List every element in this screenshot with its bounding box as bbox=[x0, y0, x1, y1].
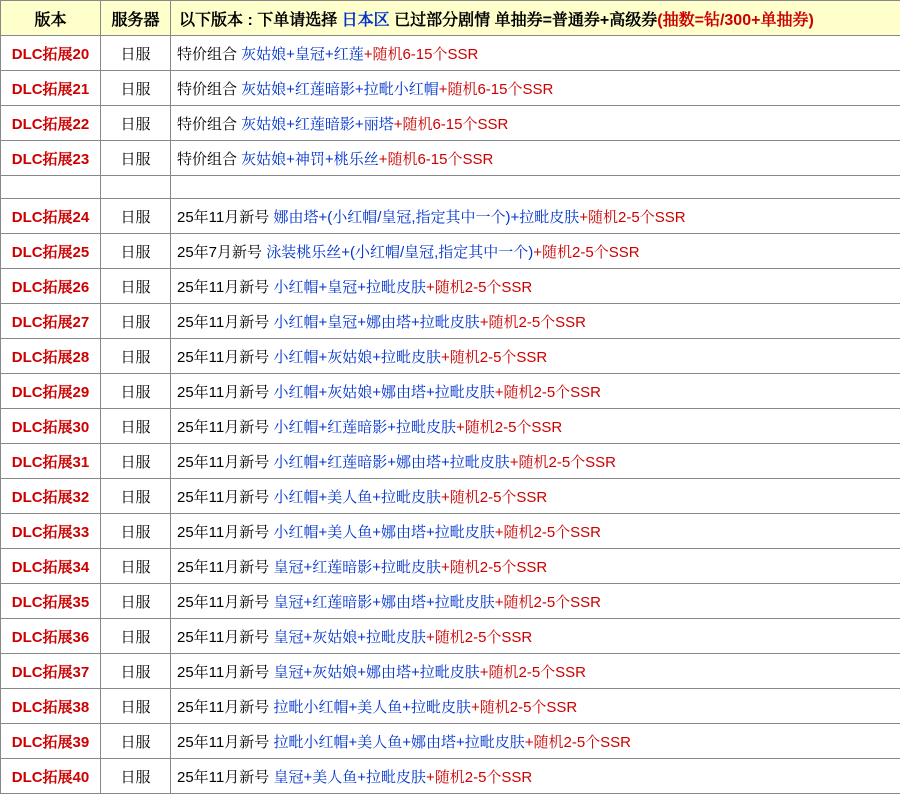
table-row[interactable] bbox=[1, 304, 900, 339]
description-cell bbox=[171, 619, 900, 654]
server-cell: 日服 bbox=[101, 409, 171, 444]
description-segment: 25年11月新号 bbox=[177, 454, 273, 471]
description-cell bbox=[171, 234, 900, 269]
description-cell bbox=[171, 444, 900, 479]
server-cell: 日服 bbox=[101, 106, 171, 141]
description-segment: 特价组合 bbox=[177, 46, 241, 63]
description-segment: 25年11月新号 bbox=[177, 594, 273, 611]
server-cell: 日服 bbox=[101, 514, 171, 549]
description-segment: 娜由塔+(小红帽/皇冠,指定其中一个) bbox=[273, 209, 510, 226]
description-segment: 特价组合 bbox=[177, 151, 241, 168]
description-cell bbox=[171, 199, 900, 234]
description-segment: 皇冠+红莲暗影+娜由塔+拉毗皮肤 bbox=[273, 594, 494, 611]
description-segment: 25年11月新号 bbox=[177, 664, 273, 681]
description-segment: 皇冠+灰姑娘+娜由塔+拉毗皮肤 bbox=[273, 664, 479, 681]
description-segment: 25年11月新号 bbox=[177, 734, 273, 751]
table-row[interactable] bbox=[1, 619, 900, 654]
version-cell: DLC拓展28 bbox=[1, 339, 101, 374]
description-segment: 25年11月新号 bbox=[177, 349, 273, 366]
description-segment: 小红帽+美人鱼+拉毗皮肤 bbox=[273, 489, 441, 506]
table-body bbox=[1, 1, 900, 794]
description-segment: +随机2-5个SSR bbox=[456, 419, 562, 436]
description-cell bbox=[171, 514, 900, 549]
description-segment: 特价组合 bbox=[177, 81, 241, 98]
version-cell: DLC拓展40 bbox=[1, 759, 101, 794]
server-cell: 日服 bbox=[101, 584, 171, 619]
description-cell bbox=[171, 106, 900, 141]
description-segment: 拉毗小红帽+美人鱼+拉毗皮肤 bbox=[273, 699, 471, 716]
description-segment: 灰姑娘+神罚+桃乐丝 bbox=[241, 151, 379, 168]
table-row[interactable] bbox=[1, 584, 900, 619]
description-segment: 灰姑娘+红莲暗影+丽塔 bbox=[241, 116, 394, 133]
description-segment: 25年11月新号 bbox=[177, 559, 273, 576]
description-cell bbox=[171, 304, 900, 339]
server-cell: 日服 bbox=[101, 374, 171, 409]
description-segment: 25年11月新号 bbox=[177, 209, 273, 226]
description-segment: +随机2-5个SSR bbox=[426, 279, 532, 296]
version-cell: DLC拓展24 bbox=[1, 199, 101, 234]
description-segment: 皇冠+灰姑娘+拉毗皮肤 bbox=[273, 629, 426, 646]
version-cell: DLC拓展31 bbox=[1, 444, 101, 479]
description-segment: 25年11月新号 bbox=[177, 769, 273, 786]
description-cell bbox=[171, 269, 900, 304]
server-cell: 日服 bbox=[101, 141, 171, 176]
spacer-cell bbox=[1, 176, 101, 199]
version-cell: DLC拓展26 bbox=[1, 269, 101, 304]
description-segment: +随机2-5个SSR bbox=[471, 699, 577, 716]
description-cell bbox=[171, 759, 900, 794]
table-spacer-row bbox=[1, 176, 900, 199]
description-segment: 25年11月新号 bbox=[177, 629, 273, 646]
description-cell bbox=[171, 141, 900, 176]
server-cell: 日服 bbox=[101, 304, 171, 339]
header-version-cell: 版本 bbox=[1, 1, 101, 36]
description-segment: +随机6-15个SSR bbox=[364, 46, 479, 63]
description-segment: +随机2-5个SSR bbox=[441, 489, 547, 506]
description-segment: 小红帽+美人鱼+娜由塔+拉毗皮肤 bbox=[273, 524, 494, 541]
table-row[interactable] bbox=[1, 724, 900, 759]
description-segment: +随机6-15个SSR bbox=[394, 116, 509, 133]
description-segment: +随机6-15个SSR bbox=[439, 81, 554, 98]
description-segment: +随机2-5个SSR bbox=[510, 454, 616, 471]
server-cell: 日服 bbox=[101, 444, 171, 479]
description-segment: +随机2-5个SSR bbox=[480, 664, 586, 681]
description-segment: 灰姑娘+皇冠+红莲 bbox=[241, 46, 364, 63]
table-row[interactable] bbox=[1, 234, 900, 269]
version-cell: DLC拓展37 bbox=[1, 654, 101, 689]
version-cell: DLC拓展36 bbox=[1, 619, 101, 654]
spacer-cell bbox=[101, 176, 171, 199]
description-cell bbox=[171, 584, 900, 619]
table-row[interactable] bbox=[1, 444, 900, 479]
server-cell: 日服 bbox=[101, 234, 171, 269]
description-cell bbox=[171, 409, 900, 444]
description-cell bbox=[171, 36, 900, 71]
version-cell: DLC拓展25 bbox=[1, 234, 101, 269]
description-segment: +随机2-5个SSR bbox=[441, 349, 547, 366]
description-segment: +拉毗皮肤 bbox=[511, 209, 580, 226]
description-segment: 小红帽+灰姑娘+拉毗皮肤 bbox=[273, 349, 441, 366]
table-row[interactable] bbox=[1, 374, 900, 409]
description-segment: 25年7月新号 bbox=[177, 244, 266, 261]
server-cell: 日服 bbox=[101, 654, 171, 689]
description-segment: 灰姑娘+红莲暗影+拉毗小红帽 bbox=[241, 81, 439, 98]
description-segment: +随机2-5个SSR bbox=[495, 384, 601, 401]
table-row[interactable] bbox=[1, 106, 900, 141]
table-row[interactable] bbox=[1, 339, 900, 374]
description-segment: 25年11月新号 bbox=[177, 489, 273, 506]
header-notice-cell bbox=[171, 1, 900, 36]
description-segment: 25年11月新号 bbox=[177, 699, 273, 716]
table-row[interactable] bbox=[1, 759, 900, 794]
description-segment: +随机2-5个SSR bbox=[480, 314, 586, 331]
table-row[interactable] bbox=[1, 549, 900, 584]
header-notice-segment: 已过部分剧情 单抽券=普通券+高级券 bbox=[390, 12, 658, 29]
version-cell: DLC拓展32 bbox=[1, 479, 101, 514]
description-cell bbox=[171, 71, 900, 106]
server-cell: 日服 bbox=[101, 339, 171, 374]
description-segment: +随机2-5个SSR bbox=[579, 209, 685, 226]
description-segment: +随机2-5个SSR bbox=[533, 244, 639, 261]
table-row[interactable] bbox=[1, 269, 900, 304]
server-cell: 日服 bbox=[101, 759, 171, 794]
description-cell bbox=[171, 549, 900, 584]
version-cell: DLC拓展33 bbox=[1, 514, 101, 549]
table-row[interactable] bbox=[1, 479, 900, 514]
version-cell: DLC拓展27 bbox=[1, 304, 101, 339]
server-cell: 日服 bbox=[101, 269, 171, 304]
version-cell: DLC拓展38 bbox=[1, 689, 101, 724]
description-segment: 25年11月新号 bbox=[177, 314, 273, 331]
description-segment: 皇冠+红莲暗影+拉毗皮肤 bbox=[273, 559, 441, 576]
table-row[interactable] bbox=[1, 409, 900, 444]
server-cell: 日服 bbox=[101, 619, 171, 654]
header-notice-segment: 以下版本 : 下单请选择 bbox=[179, 12, 342, 29]
description-segment: 拉毗小红帽+美人鱼+娜由塔+拉毗皮肤 bbox=[273, 734, 524, 751]
table-row[interactable] bbox=[1, 689, 900, 724]
header-server-cell: 服务器 bbox=[101, 1, 171, 36]
description-segment: +随机2-5个SSR bbox=[426, 629, 532, 646]
description-segment: 25年11月新号 bbox=[177, 419, 273, 436]
description-segment: 小红帽+皇冠+拉毗皮肤 bbox=[273, 279, 426, 296]
server-cell: 日服 bbox=[101, 479, 171, 514]
version-cell: DLC拓展29 bbox=[1, 374, 101, 409]
table-row[interactable] bbox=[1, 199, 900, 234]
description-segment: 小红帽+红莲暗影+娜由塔+拉毗皮肤 bbox=[273, 454, 509, 471]
description-cell bbox=[171, 339, 900, 374]
table-row[interactable] bbox=[1, 141, 900, 176]
description-cell bbox=[171, 689, 900, 724]
description-segment: 25年11月新号 bbox=[177, 279, 273, 296]
version-cell: DLC拓展30 bbox=[1, 409, 101, 444]
description-segment: 特价组合 bbox=[177, 116, 241, 133]
description-cell bbox=[171, 654, 900, 689]
server-cell: 日服 bbox=[101, 199, 171, 234]
header-notice-segment: (抽数=钻/300+单抽券) bbox=[657, 12, 814, 29]
version-cell: DLC拓展23 bbox=[1, 141, 101, 176]
table-row[interactable] bbox=[1, 654, 900, 689]
description-cell bbox=[171, 724, 900, 759]
version-cell: DLC拓展39 bbox=[1, 724, 101, 759]
server-cell: 日服 bbox=[101, 689, 171, 724]
description-segment: 25年11月新号 bbox=[177, 524, 273, 541]
version-cell: DLC拓展35 bbox=[1, 584, 101, 619]
version-cell: DLC拓展22 bbox=[1, 106, 101, 141]
description-segment: +随机2-5个SSR bbox=[426, 769, 532, 786]
table-row[interactable] bbox=[1, 514, 900, 549]
description-segment: +随机2-5个SSR bbox=[525, 734, 631, 751]
description-segment: 小红帽+灰姑娘+娜由塔+拉毗皮肤 bbox=[273, 384, 494, 401]
description-segment: 小红帽+皇冠+娜由塔+拉毗皮肤 bbox=[273, 314, 479, 331]
description-segment: 皇冠+美人鱼+拉毗皮肤 bbox=[273, 769, 426, 786]
table-row[interactable] bbox=[1, 36, 900, 71]
version-cell: DLC拓展34 bbox=[1, 549, 101, 584]
server-cell: 日服 bbox=[101, 549, 171, 584]
description-segment: +随机6-15个SSR bbox=[379, 151, 494, 168]
server-cell: 日服 bbox=[101, 71, 171, 106]
table-row[interactable] bbox=[1, 71, 900, 106]
description-segment: 泳装桃乐丝+(小红帽/皇冠,指定其中一个) bbox=[266, 244, 533, 261]
version-cell: DLC拓展21 bbox=[1, 71, 101, 106]
table-header-row bbox=[1, 1, 900, 36]
description-segment: +随机2-5个SSR bbox=[495, 524, 601, 541]
header-notice-segment: 日本区 bbox=[342, 12, 390, 29]
description-segment: 小红帽+红莲暗影+拉毗皮肤 bbox=[273, 419, 456, 436]
description-segment: +随机2-5个SSR bbox=[441, 559, 547, 576]
description-segment: +随机2-5个SSR bbox=[495, 594, 601, 611]
spacer-cell bbox=[171, 176, 900, 199]
description-cell bbox=[171, 479, 900, 514]
server-cell: 日服 bbox=[101, 36, 171, 71]
description-segment: 25年11月新号 bbox=[177, 384, 273, 401]
description-cell bbox=[171, 374, 900, 409]
server-cell: 日服 bbox=[101, 724, 171, 759]
version-cell: DLC拓展20 bbox=[1, 36, 101, 71]
